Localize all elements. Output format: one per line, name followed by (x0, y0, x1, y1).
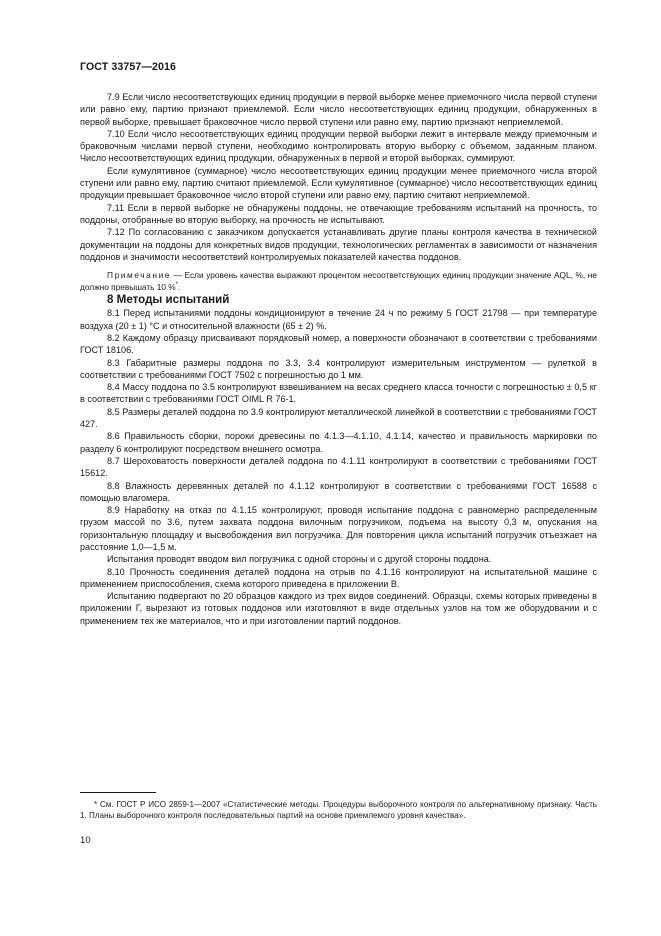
paragraph-8-2: 8.2 Каждому образцу присваивают порядковый номер, а поверхности обозначают в соответствии с требованиями ГОСТ 18106. (80, 332, 597, 356)
section-8-heading: 8 Методы испытаний (107, 293, 230, 307)
paragraph-8-7: 8.7 Шероховатость поверхности деталей поддона по 4.1.11 контролируют в соответствии с требованиями ГОСТ 15612. (80, 455, 597, 479)
paragraph-8-9-cont: Испытания проводят вводом вил погрузчика с одной стороны и с другой стороны поддона. (107, 554, 492, 565)
note-paragraph (80, 270, 597, 293)
paragraph-7-12: 7.12 По согласованию с заказчиком допускается устанавливать другие планы контроля качества в технической документации на поддоны для конкретных видов продукции, технологических регламентах в зависимости от назначения поддонов и значимости несоответствий контролируемых показателей качества поддонов. (80, 227, 597, 262)
document-body (80, 91, 597, 627)
paragraph-8-1: 8.1 Перед испытаниями поддоны кондиционируют в течение 24 ч по режиму 5 ГОСТ 21798 — при температуре воздуха (20 ± 1) °С и относительной влажности (65 ± 2) %. (80, 308, 597, 331)
footnote-divider (80, 792, 156, 793)
document-header: ГОСТ 33757—2016 (80, 61, 177, 73)
paragraph-8-5: 8.5 Размеры деталей поддона по 3.9 контролируют металлической линейкой в соответствии с требованиями ГОСТ 427. (80, 406, 597, 430)
paragraph-8-9: 8.9 Наработку на отказ по 4.1.15 контролируют, проводя испытание поддона с равномерно распределенным грузом массой по 3.6, путем захвата поддона вилочным погрузчиком, подъема на высоту 0,3 м, опускания на горизонтальную площадку и высвобождения вил погрузчика. Для повторения цикла испытаний погрузчик отъезжает на расстояние 1,0—1,5 м. (80, 505, 597, 552)
note-end: . (178, 281, 181, 292)
note-label: Примечание (107, 270, 172, 281)
paragraph-8-8: 8.8 Влажность деревянных деталей по 4.1.12 контролируют в соответствии с требованиями ГОСТ 16588 с помощью влагомера. (80, 480, 597, 503)
paragraph-8-3: 8.3 Габаритные размеры поддона по 3.3, 3.4 контролируют измерительным инструментом — рулеткой в соответствии с требованиями ГОСТ 7502 с погрешностью до 1 мм. (80, 357, 597, 380)
paragraph-7-10: 7.10 Если число несоответствующих единиц продукции первой выборки лежит в интервале между приемочным и браковочным числами первой ступени, необходимо контролировать вторую выборку с объемом, заданным планом. Число несоответствующих единиц продукции, обнаруженных в первой и второй выборках, суммируют. (80, 128, 597, 164)
footnote-marker: * (175, 281, 179, 288)
footnote: * См. ГОСТ Р ИСО 2859-1—2007 «Статистические методы. Процедуры выборочного контроля по альтернативному признаку. Часть 1. Планы выборочного контроля последовательных партий на основе приемлемого уровня качества». (80, 800, 597, 821)
paragraph-8-10-cont: Испытанию подвергают по 20 образцов каждого из трех видов соединений. Образцы, схемы которых приведены в приложении Г, вырезают из готовых поддонов или изготовляют в виде отдельных узлов на том же оборудовании и с применением тех же материалов, что и при изготовлении партий поддонов. (80, 591, 597, 626)
paragraph-7-10-cont: Если кумулятивное (суммарное) число несоответствующих единиц продукции менее приемочного числа второй ступени или равно ему, партию считают приемлемой. Если кумулятивное (суммарное) число несоответствующих единиц продукции превышает браковочное число второй ступени или равно ему, партию считают неприемлемой. (80, 165, 597, 201)
paragraph-7-9: 7.9 Если число несоответствующих единиц продукции в первой выборке менее приемочного числа первой ступени или равно ему, партию признают приемлемой. Если число несоответствующих единиц продукции, обнаруженных в первой выборке, превышает браковочное число первой ступени или равно ему, партию признают неприемлемой. (80, 92, 597, 127)
paragraph-8-6: 8.6 Правильность сборки, пороки древесины по 4.1.3—4.1.10, 4.1.14, качество и правильность маркировки по разделу 6 контролируют посредством внешнего осмотра. (80, 431, 597, 454)
paragraph-7-11: 7.11 Если в первой выборке не обнаружены поддоны, не отвечающие требованиям испытаний на прочность, то поддоны, отобранные во вторую выборку, на прочность не испытывают. (80, 202, 597, 225)
paragraph-8-4: 8.4 Массу поддона по 3.5 контролируют взвешиванием на весах среднего класса точности с погрешностью ± 0,5 кг в соответствии с требованиями ГОСТ OIML R 76-1. (80, 382, 597, 405)
page-number: 10 (80, 835, 91, 846)
note-text: — Если уровень качества выражают процентом несоответствующих единиц продукции значение AQL, %, не должно превышать 10 % (80, 270, 597, 292)
paragraph-8-10: 8.10 Прочность соединения деталей поддона на отрыв по 4.1.16 контролируют на испытательной машине с применением приспособления, схема которого приведена в приложении В. (80, 566, 597, 589)
